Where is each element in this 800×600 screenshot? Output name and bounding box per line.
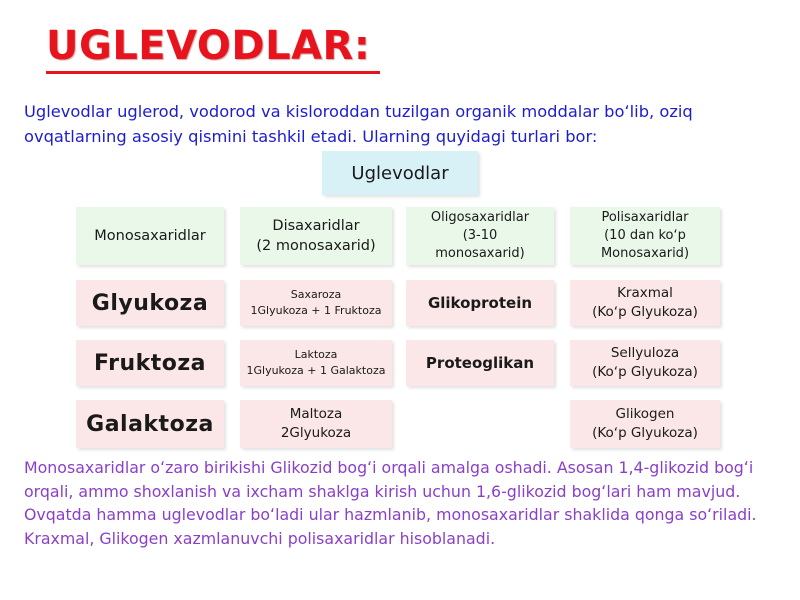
- header-disaccharides: Disaxaridlar (2 monosaxarid): [240, 207, 392, 265]
- cell-fructose: Fruktoza: [76, 340, 224, 386]
- diagram-root: Uglevodlar: [322, 151, 478, 195]
- intro-paragraph: Uglevodlar uglerod, vodorod va kisloroddan tuzilgan organik moddalar boʻlib, oziq ovqatlarning asosiy qismini tashkil etadi. Ularning quyidagi turlari bor:: [24, 102, 693, 146]
- cell-sucrose: Saxaroza 1Glyukoza + 1 Fruktoza: [240, 280, 392, 326]
- cell-lactose: Laktoza 1Glyukoza + 1 Galaktoza: [240, 340, 392, 386]
- cell-starch: Kraxmal (Koʻp Glyukoza): [570, 280, 720, 326]
- cell-cellulose: Sellyuloza (Koʻp Glyukoza): [570, 340, 720, 386]
- cell-proteoglycan: Proteoglikan: [406, 340, 554, 386]
- page-title: UGLEVODLAR:: [46, 23, 371, 69]
- cell-maltose: Maltoza 2Glyukoza: [240, 400, 392, 448]
- header-oligosaccharides: Oligosaxaridlar (3-10 monosaxarid): [406, 207, 554, 265]
- cell-galactose: Galaktoza: [76, 400, 224, 448]
- cell-glycogen: Glikogen (Koʻp Glyukoza): [570, 400, 720, 448]
- cell-glycoprotein: Glikoprotein: [406, 280, 554, 326]
- outro-paragraph: Monosaxaridlar oʻzaro birikishi Glikozid bogʻi orqali amalga oshadi. Asosan 1,4-glikozid bogʻi orqali, ammo shoxlanish va ixcham shaklga kirish uchun 1,6-glikozid bogʻlari ham mavjud. Ovqatda hamma uglevodlar boʻladi ular hazmlanib, monosaxaridlar shaklida qonga soʻriladi. Kraxmal, Glikogen xazmlanuvchi polisaxaridlar hisoblanadi.: [24, 458, 757, 548]
- cell-glucose: Glyukoza: [76, 280, 224, 326]
- header-polysaccharides: Polisaxaridlar (10 dan koʻp Monosaxarid): [570, 207, 720, 265]
- header-monosaccharides: Monosaxaridlar: [76, 207, 224, 265]
